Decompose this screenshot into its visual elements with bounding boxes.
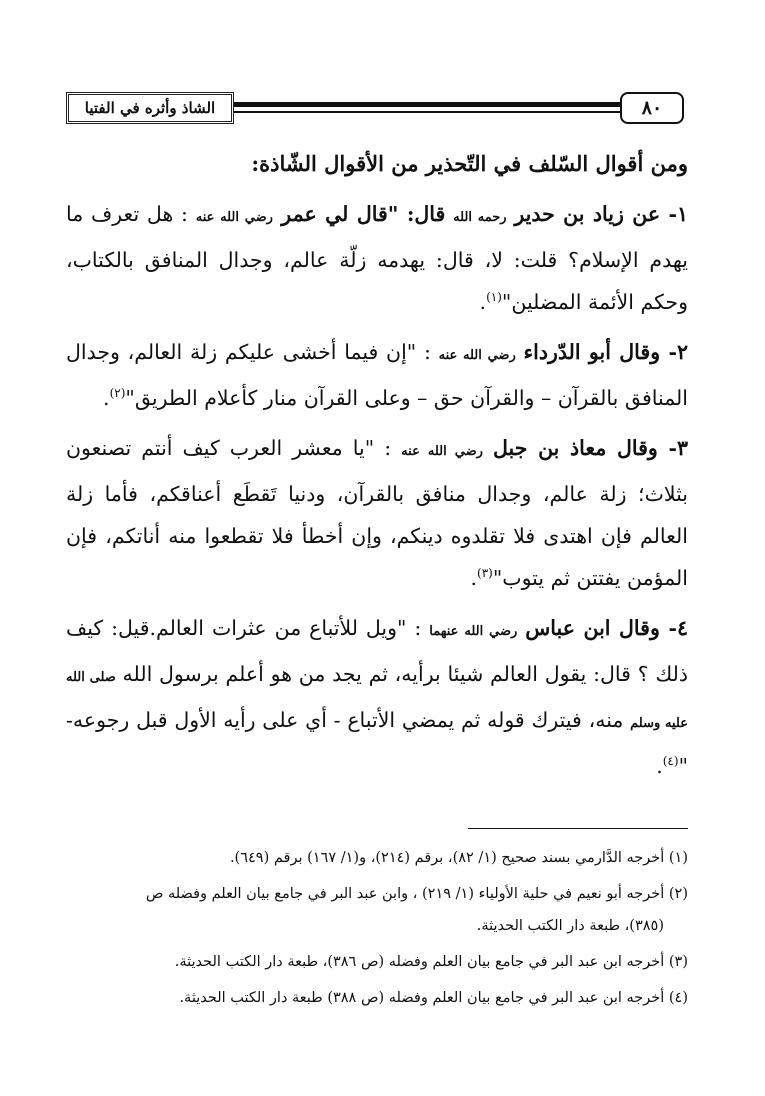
honorific: رضي الله عنه [195,210,273,225]
honorific: رحمه الله [453,210,507,225]
honorific: صلى الله عليه وسلم [66,670,688,731]
footnote-2-line-1: (٢) أخرجه أبو نعيم في حلية الأولياء (١/ ٢١٩) ، وابن عبد البر في جامع بيان العلم وفضله ص [145,886,688,902]
quote-lead: ٤- وقال ابن عباس [525,616,688,640]
quote-item-3 [66,427,688,599]
footnote-2-line-2: (٣٨٥)، طبعة دار الكتب الحديثة. [476,918,664,934]
running-title: الشاذ وأثره في الفتيا [84,99,216,117]
section-heading: ومن أقوال السّلف في التّحذير من الأقوال الشّاذة: [251,151,688,176]
footnote-ref: (٢) [109,386,126,401]
footnote-ref: (٣) [477,566,493,581]
main-text [66,143,688,787]
quote-item-2 [66,331,688,419]
honorific: رضي الله عنه [438,348,516,363]
quote-item-4 [66,607,688,787]
quote-text: : هل تعرف ما يهدم الإسلام؟ قلت: لا، قال: يهدمه زلّة عالم، وجدال المنافق بالكتاب، وحكم الأئمة المضلين" [66,202,688,314]
page-header [66,92,684,126]
header-rule [234,102,620,113]
footnote-ref: (٤) [662,754,679,769]
footnote-4: (٤) أخرجه ابن عبد البر في جامع بيان العلم وفضله (ص ٣٨٨) طبعة دار الكتب الحديثة. [179,990,688,1006]
running-title-box [66,92,234,124]
quote-lead: ٢- وقال أبو الدّرداء [523,340,688,364]
quote-text: : "ويل للأتباع من عثرات العالم.قيل: كيف ذلك ؟ قال: يقول العالم شيئا برأيه، ثم يجد من هو أعلم برسول الله [66,616,688,686]
quote-lead: ٣- وقال معاذ بن جبل [493,436,689,460]
honorific: رضي الله عنهما [429,624,518,639]
quote-text: : "يا معشر العرب كيف أنتم تصنعون بثلاث؛ زلة عالم، وجدال منافق بالقرآن، ودنيا تَقطَع أعناقكم، فأما زلة العالم فإن اهتدى فلا تقلدوه دينكم، وإن أخطأ فلا تقطعوا منه أناتكم، فإن المؤمن يفتتن ثم يتوب" [66,436,688,590]
quote-text: : "إن فيما أخشى عليكم زلة العالم، وجدال المنافق بالقرآن – والقرآن حق – وعلى القرآن منار كأعلام الطريق" [66,340,688,410]
quote-end: . [103,386,110,410]
footnote-2 [66,878,688,942]
page-number-box [620,92,684,124]
footnote-ref: (١) [486,290,502,305]
footnotes [66,842,688,1018]
quote-end: . [479,290,487,314]
footnote-3: (٣) أخرجه ابن عبد البر في جامع بيان العلم وفضله (ص ٣٨٦)، طبعة دار الكتب الحديثة. [174,954,688,970]
quote-end: . [470,566,478,590]
footnote-1: (١) أخرجه الدَّارمي بسند صحيح (١/ ٨٢)، برقم (٢١٤)، و(١/ ١٦٧) برقم (٦٤٩). [229,850,688,866]
honorific: رضي الله عنه [401,444,483,459]
quote-item-1 [66,193,688,323]
quote-text: قال: "قال لي عمر [272,202,446,226]
footnote-separator [468,828,688,829]
quote-end: . [656,754,663,778]
page-number: ٨٠ [641,97,663,119]
quote-lead: ١- عن زياد بن حدير [514,202,689,226]
quote-text: منه، فيترك قوله ثم يمضي الأتباع - أي على رأيه الأول قبل رجوعه-" [66,708,688,778]
